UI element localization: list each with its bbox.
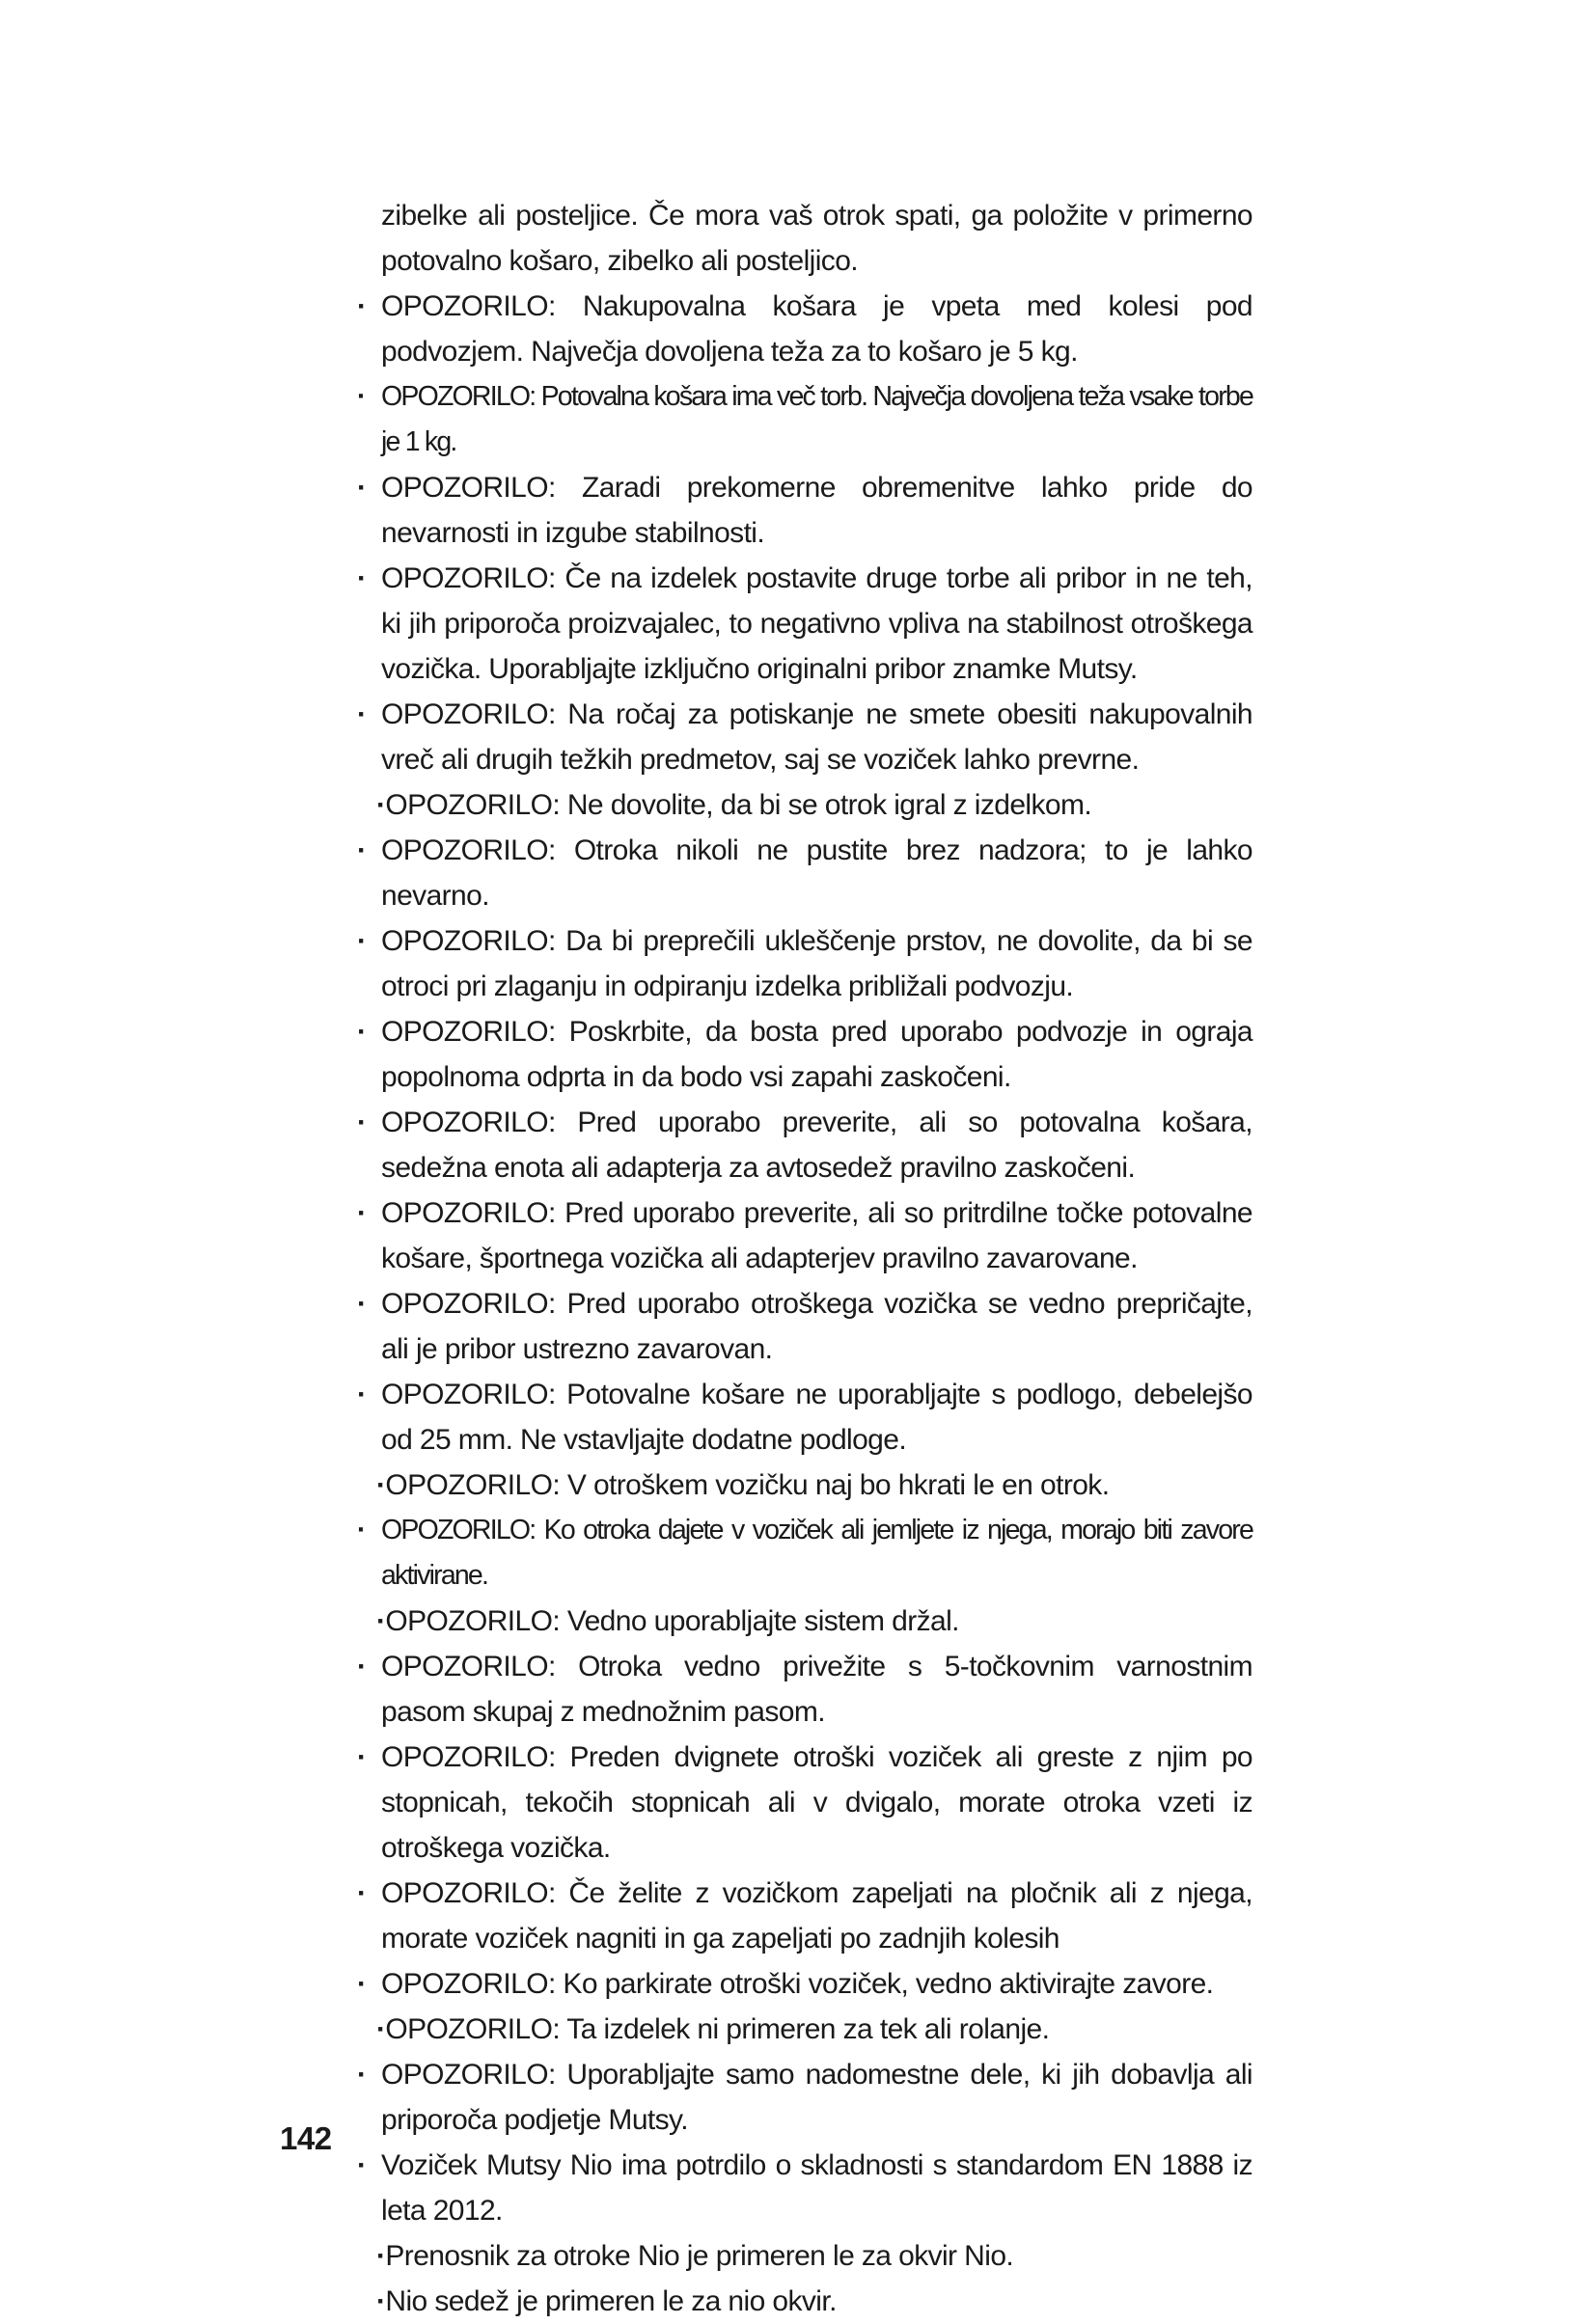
warning-text: OPOZORILO: Ko parkirate otroški voziček, vedno aktivirajte zavore.	[381, 1968, 1214, 2000]
warning-text: OPOZORILO: Če na izdelek postavite druge torbe ali pribor in ne teh, ki jih priporoča proizvajalec, to negativno vpliva na stabilnost otroškega vozička. Uporabljajte izključno originalni pribor znamke Mutsy.	[381, 562, 1252, 685]
warning-bullet-item	[355, 1281, 1252, 1372]
warning-text: OPOZORILO: Pred uporabo otroškega vozička se vedno prepričajte, ali je pribor ustrezno zavarovan.	[381, 1288, 1252, 1365]
warning-inline-item	[355, 1599, 1252, 1644]
paragraph-text: zibelke ali posteljice. Če mora vaš otrok spati, ga položite v primerno potovalno košaro, zibelko ali posteljico.	[381, 200, 1252, 277]
warning-bullet-item	[355, 1100, 1252, 1190]
warning-inline-item	[355, 2007, 1252, 2052]
warning-text: OPOZORILO: Potovalna košara ima več torb. Največja dovoljena teža vsake torbe je 1 kg.	[381, 381, 1252, 457]
warning-text: OPOZORILO: Če želite z vozičkom zapeljati na pločnik ali z njega, morate voziček nagniti in ga zapeljati po zadnjih kolesih	[381, 1877, 1252, 1955]
warning-text: Prenosnik za otroke Nio je primeren le za okvir Nio.	[385, 2240, 1014, 2272]
warning-text: OPOZORILO: Preden dvignete otroški voziček ali greste z njim po stopnicah, tekočih stopnicah ali v dvigalo, morate otroka vzeti iz otroškega vozička.	[381, 1741, 1252, 1864]
warning-text: Voziček Mutsy Nio ima potrdilo o skladnosti s standardom EN 1888 iz leta 2012.	[381, 2149, 1252, 2227]
warning-text: OPOZORILO: Na ročaj za potiskanje ne smete obesiti nakupovalnih vreč ali drugih težkih predmetov, saj se voziček lahko prevrne.	[381, 698, 1252, 776]
page-number: 142	[280, 2120, 332, 2156]
warning-text: OPOZORILO: Ne dovolite, da bi se otrok igral z izdelkom.	[385, 789, 1092, 821]
warning-bullet-item	[355, 1190, 1252, 1281]
bullet-dot-icon: ·	[376, 1605, 386, 1637]
warning-text: OPOZORILO: Da bi preprečili ukleščenje prstov, ne dovolite, da bi se otroci pri zlaganju in odpiranju izdelka približali podvozju.	[381, 925, 1252, 1002]
warning-text: OPOZORILO: Nakupovalna košara je vpeta med kolesi pod podvozjem. Največja dovoljena teža za to košaro je 5 kg.	[381, 290, 1252, 368]
warning-bullet-item	[355, 828, 1252, 918]
warning-text: OPOZORILO: Zaradi prekomerne obremenitve lahko pride do nevarnosti in izgube stabilnosti.	[381, 472, 1252, 549]
warning-text: OPOZORILO: Otroka nikoli ne pustite brez nadzora; to je lahko nevarno.	[381, 834, 1252, 912]
warning-bullet-item	[355, 1644, 1252, 1735]
warning-bullet-item	[355, 465, 1252, 556]
warning-text: OPOZORILO: Pred uporabo preverite, ali so pritrdilne točke potovalne košare, športnega vozička ali adapterjev pravilno zavarovane.	[381, 1197, 1252, 1274]
warning-bullet-item	[355, 1961, 1252, 2007]
bullet-dot-icon: ·	[376, 789, 386, 821]
warning-bullet-item	[355, 918, 1252, 1009]
warning-text: OPOZORILO: Vedno uporabljajte sistem držal.	[385, 1605, 959, 1637]
warning-inline-item	[355, 782, 1252, 828]
warning-bullet-item	[355, 1372, 1252, 1463]
warning-bullet-item	[355, 2052, 1252, 2143]
warning-text: OPOZORILO: Otroka vedno privežite s 5-točkovnim varnostnim pasom skupaj z mednožnim pasom.	[381, 1651, 1252, 1728]
warning-bullet-item	[355, 692, 1252, 782]
warning-bullet-item	[355, 1508, 1252, 1599]
warning-text: OPOZORILO: Ta izdelek ni primeren za tek ali rolanje.	[385, 2013, 1050, 2045]
continuation-paragraph	[355, 193, 1252, 284]
warning-inline-item	[355, 1463, 1252, 1508]
warning-bullet-item	[355, 556, 1252, 692]
warning-bullet-item	[355, 374, 1252, 465]
bullet-dot-icon: ·	[376, 2013, 386, 2045]
warnings-text-block	[355, 193, 1252, 2324]
warning-bullet-item	[355, 1009, 1252, 1100]
warning-text: OPOZORILO: Uporabljajte samo nadomestne dele, ki jih dobavlja ali priporoča podjetje Mutsy.	[381, 2059, 1252, 2136]
bullet-dot-icon: ·	[376, 2285, 386, 2317]
warning-inline-item	[355, 2279, 1252, 2324]
warning-text: OPOZORILO: Ko otroka dajete v voziček ali jemljete iz njega, morajo biti zavore aktivirane.	[381, 1515, 1252, 1591]
warning-bullet-item	[355, 2143, 1252, 2233]
bullet-dot-icon: ·	[376, 2240, 386, 2272]
warning-text: OPOZORILO: Potovalne košare ne uporabljajte s podlogo, debelejšo od 25 mm. Ne vstavljajte dodatne podloge.	[381, 1379, 1252, 1456]
warning-text: OPOZORILO: Poskrbite, da bosta pred uporabo podvozje in ograja popolnoma odprta in da bodo vsi zapahi zaskočeni.	[381, 1016, 1252, 1093]
warning-text: OPOZORILO: V otroškem vozičku naj bo hkrati le en otrok.	[385, 1469, 1110, 1501]
warning-bullet-item	[355, 1735, 1252, 1871]
warning-bullet-item	[355, 284, 1252, 374]
warning-bullet-item	[355, 1871, 1252, 1961]
bullet-dot-icon: ·	[376, 1469, 386, 1501]
warning-text: OPOZORILO: Pred uporabo preverite, ali so potovalna košara, sedežna enota ali adapterja za avtosedež pravilno zaskočeni.	[381, 1107, 1252, 1184]
warning-text: Nio sedež je primeren le za nio okvir.	[385, 2285, 837, 2317]
